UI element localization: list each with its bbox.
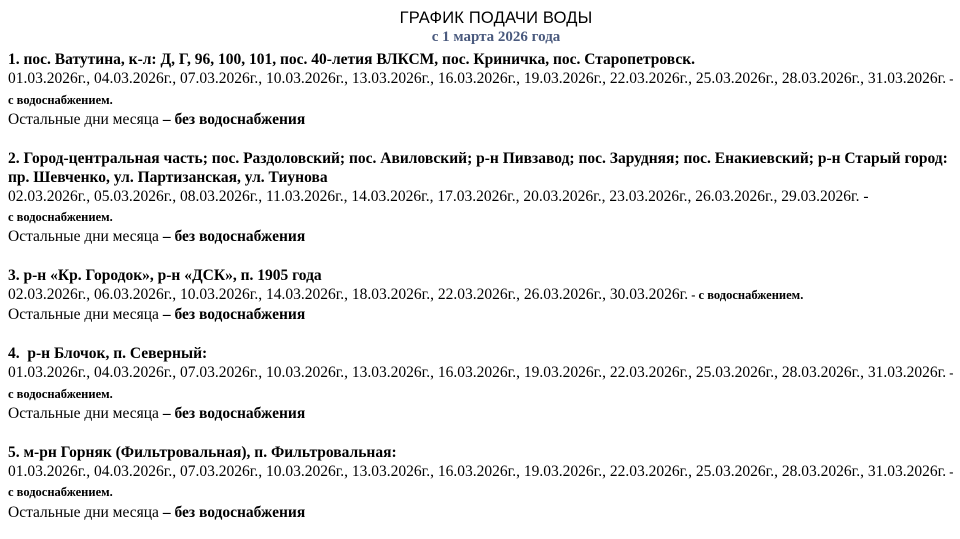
rest-text: Остальные дни месяца — [8, 228, 159, 246]
rest-status: – без водоснабжения — [158, 306, 306, 324]
schedule-section-5 — [8, 443, 956, 523]
page-title: ГРАФИК ПОДАЧИ ВОДЫ — [399, 9, 593, 27]
rest-text: Остальные дни месяца — [8, 405, 159, 423]
section-rest-days — [8, 110, 956, 129]
page-subtitle: с 1 марта 2026 года — [431, 29, 561, 45]
dates-list: 02.03.2026г., 06.03.2026г., 10.03.2026г., 14.03.2026г., 18.03.2026г., 22.03.2026г., 26.03.2026г., 30.03.2026г. — [8, 286, 689, 304]
section-rest-days — [8, 404, 956, 423]
section-heading: 2. Город-центральная часть; пос. Раздоловский; пос. Авиловский; р-н Пивзавод; пос. Зарудняя; пос. Енакиевский; р-н Старый город: пр. Шевченко, ул. Партизанская, ул. Тиунова — [8, 149, 948, 187]
rest-status: – без водоснабжения — [158, 228, 306, 246]
section-dates — [8, 363, 956, 404]
rest-text: Остальные дни месяца — [8, 111, 159, 129]
dates-list: 01.03.2026г., 04.03.2026г., 07.03.2026г., 10.03.2026г., 13.03.2026г., 16.03.2026г., 19.03.2026г., 22.03.2026г., 25.03.2026г., 28.03.2026г., 31.03.2026г. — [8, 364, 947, 382]
schedule-document — [8, 8, 956, 522]
rest-status: – без водоснабжения — [158, 405, 306, 423]
section-rest-days — [8, 227, 956, 246]
section-rest-days — [8, 305, 956, 324]
section-heading: 3. р-н «Кр. Городок», р-н «ДСК», п. 1905 года — [8, 266, 322, 284]
dates-suffix: - с водоснабжением. — [8, 72, 954, 107]
schedule-section-1 — [8, 50, 956, 130]
dates-suffix: - с водоснабжением. — [8, 464, 954, 500]
dates-suffix: с водоснабжением. — [8, 209, 113, 224]
dates-list: 01.03.2026г., 04.03.2026г., 07.03.2026г., 10.03.2026г., 13.03.2026г., 16.03.2026г., 19.03.2026г., 22.03.2026г., 25.03.2026г., 28.03.2026г., 31.03.2026г. — [8, 70, 947, 88]
dates-suffix: - с водоснабжением. — [688, 288, 804, 303]
section-dates — [8, 69, 956, 110]
section-heading: 4. р-н Блочок, п. Северный: — [8, 344, 208, 362]
dates-suffix: - с водоснабжением. — [8, 366, 954, 401]
section-heading: 1. пос. Ватутина, к-л: Д, Г, 96, 100, 101, пос. 40-летия ВЛКСМ, пос. Криничка, пос. Старопетровск. — [8, 51, 696, 68]
dates-list: 02.03.2026г., 05.03.2026г., 08.03.2026г., 11.03.2026г., 14.03.2026г., 17.03.2026г., 20.03.2026г., 23.03.2026г., 26.03.2026г., 29.03.2026г. - — [8, 188, 869, 206]
rest-text: Остальные дни месяца — [8, 306, 159, 324]
section-dates — [8, 285, 956, 305]
section-heading: 5. м-рн Горняк (Фильтровальная), п. Фильтровальная: — [8, 443, 397, 461]
schedule-section-4 — [8, 344, 956, 424]
section-dates — [8, 462, 956, 503]
rest-status: – без водоснабжения — [158, 503, 306, 521]
section-dates — [8, 187, 956, 227]
dates-list: 01.03.2026г., 04.03.2026г., 07.03.2026г., 10.03.2026г., 13.03.2026г., 16.03.2026г., 19.03.2026г., 22.03.2026г., 25.03.2026г., 28.03.2026г., 31.03.2026г. — [8, 462, 947, 480]
rest-status: – без водоснабжения — [158, 111, 306, 129]
schedule-section-3 — [8, 266, 956, 325]
section-rest-days — [8, 503, 956, 522]
rest-text: Остальные дни месяца — [8, 503, 159, 521]
schedule-section-2 — [8, 149, 956, 247]
